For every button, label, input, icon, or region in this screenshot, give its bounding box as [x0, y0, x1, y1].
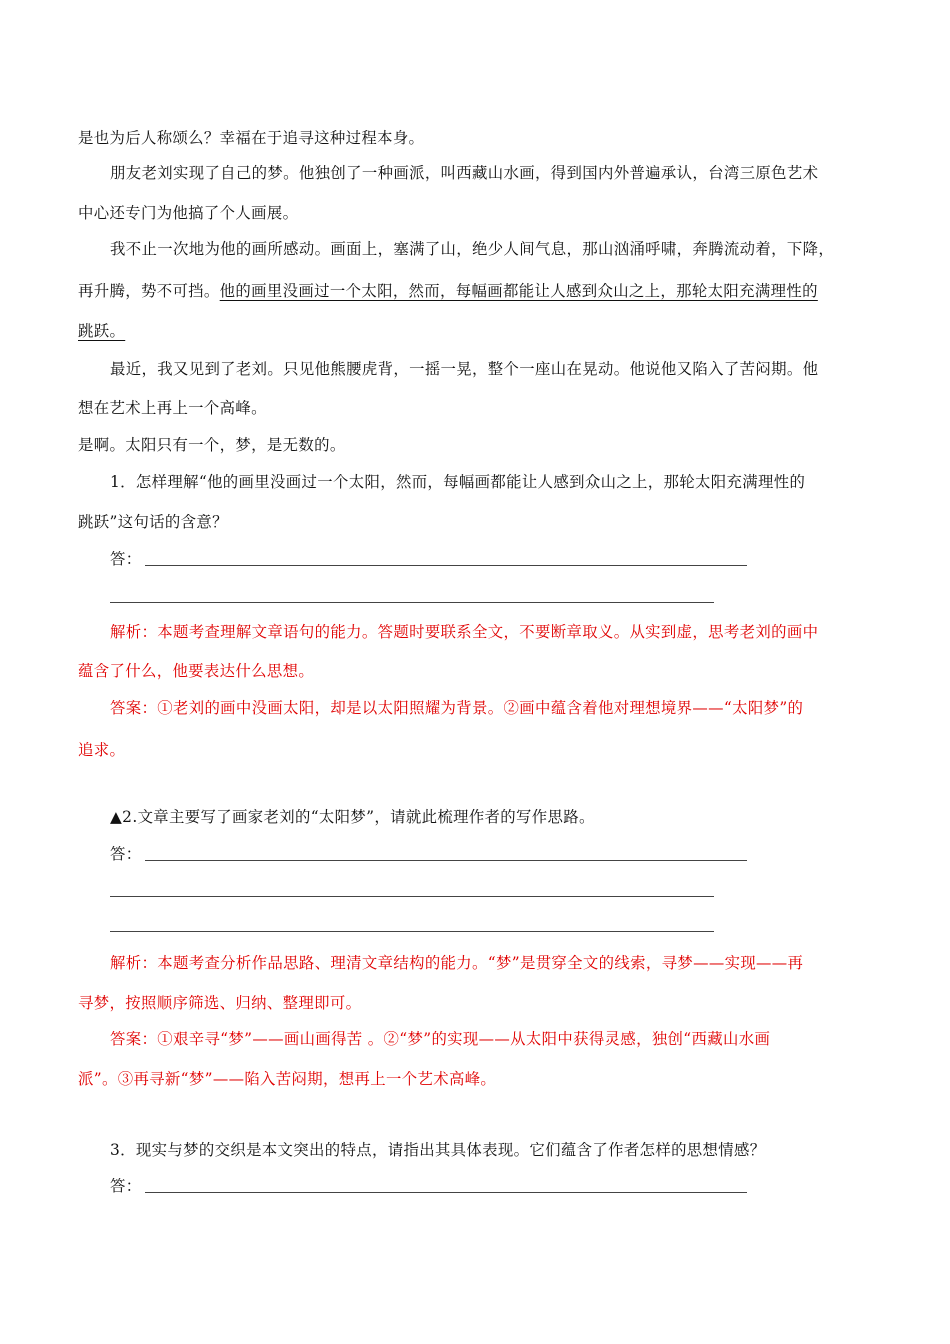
answer-line[interactable] [110, 602, 714, 603]
answer-line[interactable] [145, 860, 747, 861]
answer-label: 答： [110, 1177, 142, 1195]
passage-line: 是啊。太阳只有一个，梦，是无数的。 [78, 436, 346, 454]
underlined-sentence: 跳跃。 [78, 322, 126, 340]
question-2: ▲2.文章主要写了画家老刘的“太阳梦”，请就此梳理作者的写作思路。 [110, 808, 595, 826]
answer-line[interactable] [145, 1192, 747, 1193]
answer-label: 答： [110, 550, 142, 568]
answer-text: 答案：①艰辛寻“梦”——画山画得苦 。②“梦”的实现——从太阳中获得灵感，独创“西藏山水画 [110, 1030, 771, 1048]
passage-line: 最近，我又见到了老刘。只见他熊腰虎背，一摇一晃，整个一座山在晃动。他说他又陷入了苦闷期。他 [110, 360, 819, 378]
question-1: 1．怎样理解“他的画里没画过一个太阳，然而，每幅画都能让人感到众山之上，那轮太阳充满理性的 [110, 473, 806, 491]
answer-label: 答： [110, 845, 142, 863]
question-3: 3．现实与梦的交织是本文突出的特点，请指出其具体表现。它们蕴含了作者怎样的思想情感？ [110, 1141, 766, 1159]
passage-line: 朋友老刘实现了自己的梦。他独创了一种画派，叫西藏山水画，得到国内外普遍承认，台湾三原色艺术 [110, 164, 819, 182]
analysis-text: 解析：本题考查分析作品思路、理清文章结构的能力。“梦”是贯穿全文的线索，寻梦——实现——再 [110, 954, 804, 972]
answer-line[interactable] [110, 931, 714, 932]
passage-line: 中心还专门为他搞了个人画展。 [78, 204, 299, 222]
passage-line: 是也为后人称颂么？幸福在于追寻这种过程本身。 [78, 129, 425, 147]
passage-line: 我不止一次地为他的画所感动。画面上，塞满了山，绝少人间气息，那山汹涌呼啸，奔腾流动着，下降， [110, 240, 835, 258]
answer-text: 答案：①老刘的画中没画太阳，却是以太阳照耀为背景。②画中蕴含着他对理想境界——“太阳梦”的 [110, 699, 804, 717]
analysis-text: 蕴含了什么，他要表达什么思想。 [78, 662, 315, 680]
question-1-cont: 跳跃”这句话的含意？ [78, 513, 228, 531]
underlined-sentence: 他的画里没画过一个太阳，然而，每幅画都能让人感到众山之上，那轮太阳充满理性的 [219, 282, 818, 300]
answer-text: 派”。③再寻新“梦”——陷入苦闷期，想再上一个艺术高峰。 [78, 1070, 497, 1088]
answer-line[interactable] [145, 565, 747, 566]
passage-line [78, 281, 818, 301]
passage-text: 再升腾，势不可挡。 [78, 282, 220, 300]
answer-text: 追求。 [78, 741, 126, 759]
analysis-text: 解析：本题考查理解文章语句的能力。答题时要联系全文，不要断章取义。从实到虚，思考老刘的画中 [110, 623, 819, 641]
passage-line: 想在艺术上再上一个高峰。 [78, 399, 267, 417]
answer-line[interactable] [110, 896, 714, 897]
analysis-text: 寻梦，按照顺序筛选、归纳、整理即可。 [78, 994, 362, 1012]
